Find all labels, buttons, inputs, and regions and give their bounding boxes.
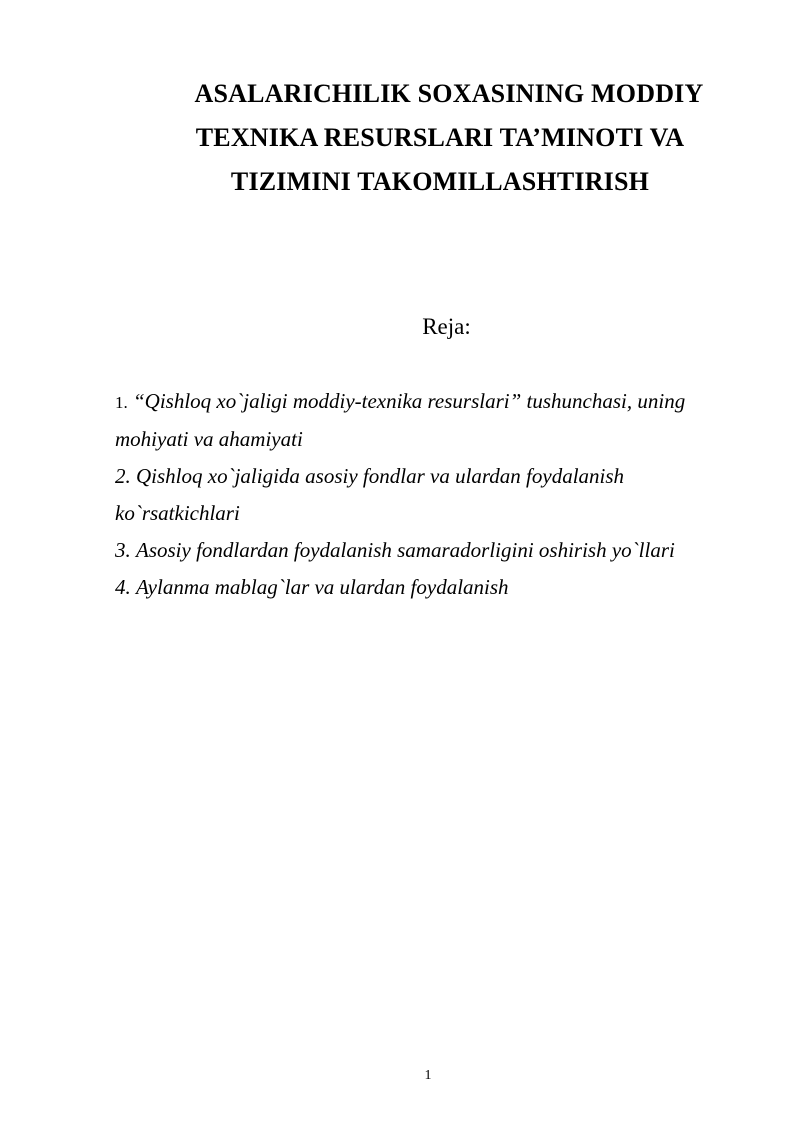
plan-item-text: Aylanma mablag`lar va ulardan foydalanish (136, 575, 509, 599)
title-line-2: TEXNIKA RESURSLARI TA’MINOTI VA (195, 123, 685, 152)
plan-item-2-continued (115, 495, 715, 532)
plan-item-1 (115, 383, 715, 421)
page-number: 1 (424, 1068, 432, 1083)
plan-item-4 (115, 569, 715, 606)
title-line-3: TIZIMINI TAKOMILLASHTIRISH (230, 167, 650, 196)
plan-item-text: Asosiy fondlardan foydalanish samaradorligini oshirish yo`llari (136, 538, 675, 562)
document-title (115, 72, 765, 204)
plan-list (115, 383, 715, 606)
plan-heading: Reja: (422, 314, 471, 339)
plan-item-3 (115, 532, 715, 569)
plan-item-1-continued (115, 421, 715, 458)
plan-item-number: 2. (115, 464, 131, 488)
plan-item-text: “Qishloq xo`jaligi moddiy-texnika resurslari” tushunchasi, uning (133, 389, 686, 413)
plan-item-text: ko`rsatkichlari (115, 501, 240, 525)
plan-item-text: Qishloq xo`jaligida asosiy fondlar va ulardan foydalanish (136, 464, 625, 488)
plan-item-number: 1. (115, 393, 128, 412)
plan-item-number: 3. (115, 538, 131, 562)
plan-item-number: 4. (115, 575, 131, 599)
plan-item-text: mohiyati va ahamiyati (115, 427, 303, 451)
plan-item-2 (115, 458, 715, 495)
title-line-1: ASALARICHILIK SOXASINING MODDIY (194, 79, 704, 108)
